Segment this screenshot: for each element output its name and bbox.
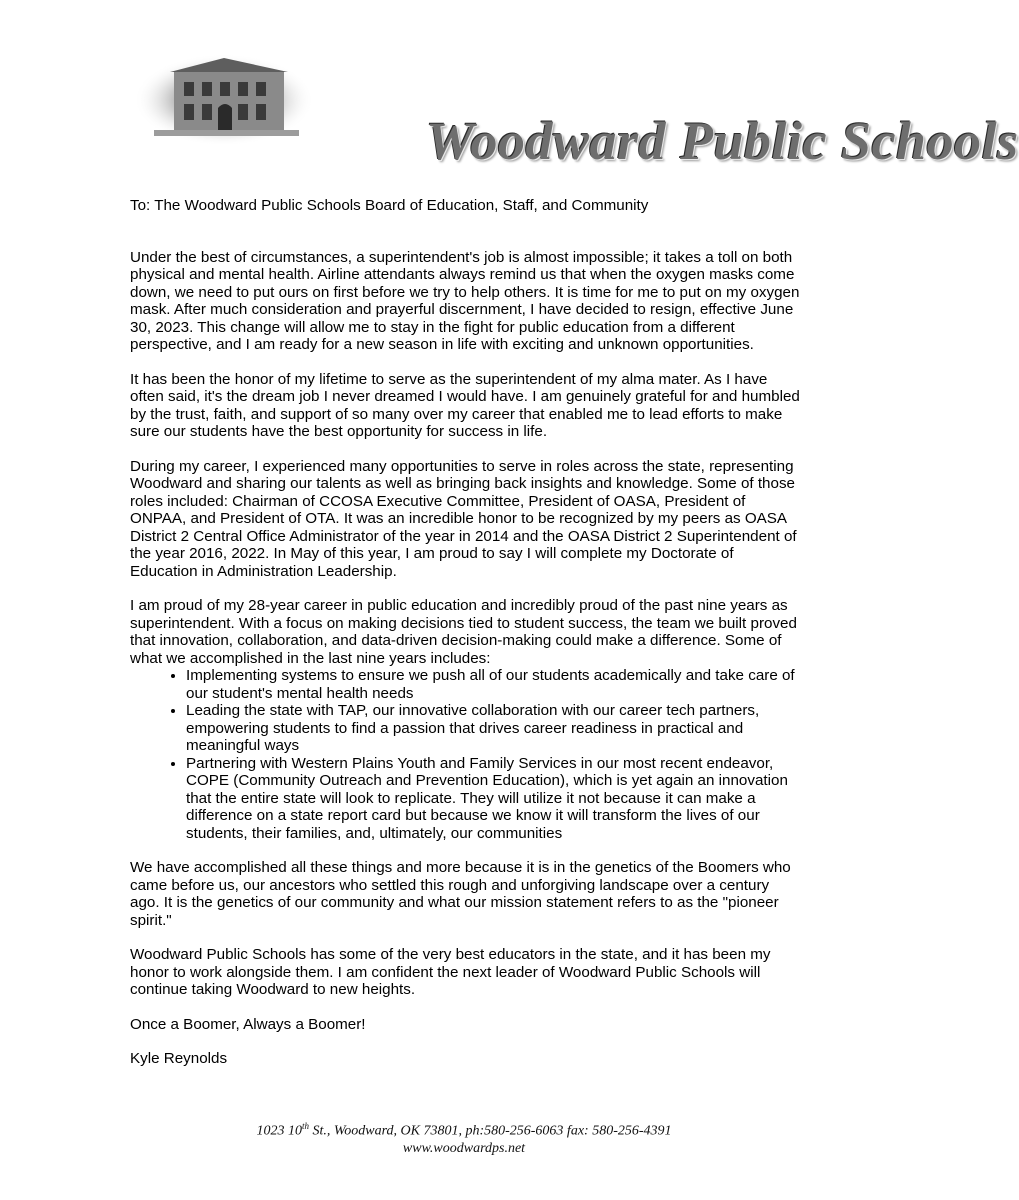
paragraph-genetics: We have accomplished all these things and more because it is in the genetics of the Boomers who came before us, our ancestors who settled this rough and unforgiving landscape over a century ago. It is the genetics of our community and what our mission statement refers to as the "pioneer spirit." [130, 859, 791, 929]
paragraph-educators: Woodward Public Schools has some of the very best educators in the state, and it has been my honor to work alongside them. I am confident the next leader of Woodward Public Schools will continue taking Woodward to new heights. [130, 946, 771, 998]
list-item: • Implementing systems to ensure we push all of our students academically and take care of our student's mental health needs [186, 667, 802, 702]
paragraph-resignation: Under the best of circumstances, a superintendent's job is almost impossible; it takes a toll on both physical and mental health. Airline attendants always remind us that when the oxygen masks come down, we need to put ours on first before we try to help others. It is time for me to put on my oxygen mask. After much consideration and prayerful discernment, I have decided to resign, effective June 30, 2023. This change will allow me to stay in the fight for public education from a different perspective, and I am ready for a new season in life with exciting and unknown opportunities. [130, 248, 800, 353]
paragraph-honor: It has been the honor of my lifetime to serve as the superintendent of my alma mater. As I have often said, it's the dream job I never dreamed I would have. I am genuinely grateful for and humbled by the trust, faith, and support of so many over my career that enabled me to lead efforts to make sure our students have the best opportunity for success in life. [130, 370, 800, 440]
list-item: • Leading the state with TAP, our innovative collaboration with our career tech partners, empowering students to find a passion that drives career readiness in practical and meaningful ways [186, 702, 802, 755]
address-street-number: 1023 10 [256, 1123, 302, 1139]
footer-address [0, 1118, 928, 1140]
addressee-line: To: The Woodward Public Schools Board of Education, Staff, and Community [130, 197, 649, 214]
accomplishments-list [130, 667, 802, 842]
school-building-photo [134, 50, 314, 150]
footer-website: www.woodwardps.net [402, 1140, 526, 1156]
motto: Once a Boomer, Always a Boomer! [130, 1015, 366, 1033]
signature-name: Kyle Reynolds [130, 1050, 228, 1067]
footer [0, 1118, 928, 1157]
address-ordinal-suffix: th [301, 1121, 309, 1131]
list-item: • Partnering with Western Plains Youth and Family Services in our most recent endeavor, COPE (Community Outreach and Prevention Education), which is yet again an innovation that the entire state will look to replicate. They will utilize it not because it can make a difference on a state report card but because we know it will transform the lives of our students, their families, and, ultimately, our communities [186, 755, 802, 843]
paragraph-career-roles: During my career, I experienced many opportunities to serve in roles across the state, representing Woodward and sharing our talents as well as bringing back insights and knowledge. Some of those roles included: Chairman of CCOSA Executive Committee, President of OASA, President of ONPAA, and President of OTA. It was an incredible honor to be recognized by my peers as OASA District 2 Central Office Administrator of the year in 2014 and the OASA District 2 Superintendent of the year 2016, 2022. In May of this year, I am proud to say I will complete my Doctorate of Education in Administration Leadership. [130, 457, 797, 580]
address-rest: St., Woodward, OK 73801, ph:580-256-6063 fax: 580-256-4391 [308, 1123, 672, 1139]
paragraph-accomplishments-intro: I am proud of my 28-year career in public education and incredibly proud of the past nine years as superintendent. With a focus on making decisions tied to student success, the team we built proved that innovation, collaboration, and data-driven decision-making could make a difference. Some of what we accomplished in the last nine years includes: [130, 597, 797, 667]
letterhead [134, 50, 1019, 171]
letter-body [130, 197, 802, 1085]
school-name: Woodward Public Schools [426, 111, 1019, 171]
